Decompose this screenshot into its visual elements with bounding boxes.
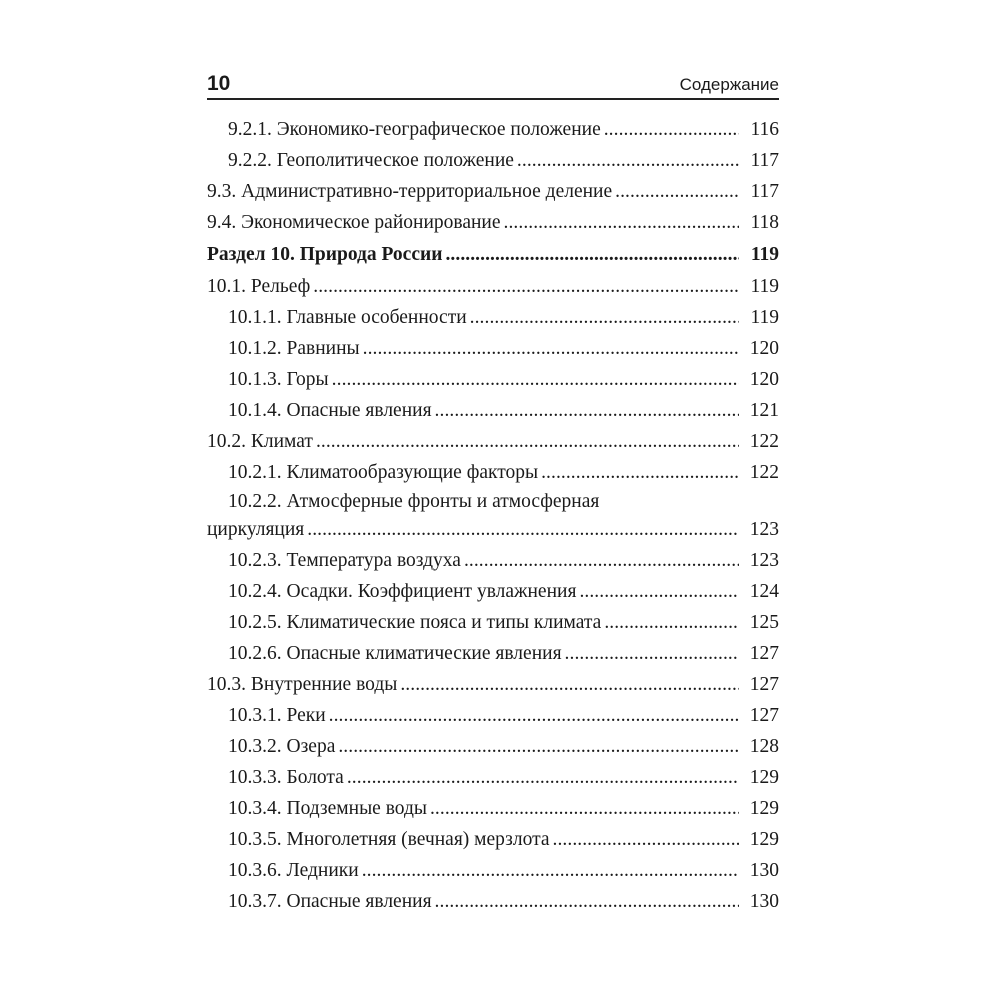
dot-leader bbox=[400, 670, 739, 700]
running-head: Содержание bbox=[679, 75, 779, 94]
toc-entry-page: 129 bbox=[749, 829, 779, 850]
dot-leader bbox=[332, 365, 739, 395]
toc-entry-title: 9.3. Административно-территориальное деление bbox=[207, 181, 613, 202]
toc-entry-title: 10.1.1. Главные особенности bbox=[228, 307, 467, 328]
toc-entry-title: 10.3.2. Озера bbox=[228, 736, 336, 757]
toc-entry-page: 125 bbox=[749, 612, 779, 633]
toc-entry-page: 119 bbox=[750, 244, 779, 265]
toc-entry-title: 10.3.6. Ледники bbox=[228, 860, 359, 881]
dot-leader bbox=[329, 701, 739, 731]
dot-leader bbox=[435, 396, 739, 426]
dot-leader bbox=[362, 856, 739, 886]
dot-leader bbox=[565, 639, 739, 669]
toc-entry bbox=[207, 272, 779, 303]
toc-entry-title: 10.3.3. Болота bbox=[228, 767, 344, 788]
toc-entry bbox=[207, 115, 779, 146]
dot-leader bbox=[464, 546, 739, 576]
toc-entry bbox=[207, 794, 779, 825]
toc-entry-title: Раздел 10. Природа России bbox=[207, 244, 443, 265]
toc-entry-page: 123 bbox=[749, 550, 779, 571]
toc-entry bbox=[207, 825, 779, 856]
toc-entry-title: 10.3.4. Подземные воды bbox=[228, 798, 427, 819]
dot-leader bbox=[604, 115, 739, 145]
toc-entry bbox=[207, 639, 779, 670]
toc-entry-page: 129 bbox=[749, 767, 779, 788]
toc-entry bbox=[207, 670, 779, 701]
toc-entry bbox=[207, 396, 779, 427]
dot-leader bbox=[347, 763, 739, 793]
toc-entry-page: 117 bbox=[750, 150, 779, 171]
toc-entry-page: 130 bbox=[749, 891, 779, 912]
toc-entry-title: 10.1. Рельеф bbox=[207, 276, 311, 297]
toc-entry-title: 10.2.6. Опасные климатические явления bbox=[228, 643, 562, 664]
toc-entry-title: 10.3. Внутренние воды bbox=[207, 674, 398, 695]
toc-entry bbox=[207, 334, 779, 365]
toc-entry-title: 10.1.4. Опасные явления bbox=[228, 400, 432, 421]
toc-entry-title: 9.4. Экономическое районирование bbox=[207, 212, 501, 233]
toc-entry-page: 129 bbox=[749, 798, 779, 819]
toc-entry bbox=[207, 177, 779, 208]
toc-entry-title: 10.3.7. Опасные явления bbox=[228, 891, 432, 912]
dot-leader bbox=[517, 146, 739, 176]
toc-entry-title: 9.2.2. Геополитическое положение bbox=[228, 150, 514, 171]
toc-entry-title-line2: циркуляция bbox=[207, 519, 305, 540]
toc-entry-page: 117 bbox=[750, 181, 779, 202]
dot-leader bbox=[430, 794, 739, 824]
toc-entry bbox=[207, 458, 779, 489]
book-page bbox=[207, 70, 779, 918]
toc-entry-page: 119 bbox=[750, 307, 779, 328]
toc-entry bbox=[207, 763, 779, 794]
toc-entry-title: 10.2.4. Осадки. Коэффициент увлажнения bbox=[228, 581, 577, 602]
toc-entry-page: 127 bbox=[749, 705, 779, 726]
toc-entry-page: 122 bbox=[749, 431, 779, 452]
toc-entry-page: 116 bbox=[750, 119, 779, 140]
toc-section-heading bbox=[207, 239, 779, 272]
dot-leader bbox=[338, 732, 739, 762]
toc-entry-page: 118 bbox=[750, 212, 779, 233]
toc-entry-page: 122 bbox=[749, 462, 779, 483]
toc-entry bbox=[207, 732, 779, 763]
toc-entry bbox=[207, 303, 779, 334]
toc-entry-page: 123 bbox=[749, 519, 779, 540]
dot-leader bbox=[615, 177, 739, 207]
toc-entry-title: 10.3.1. Реки bbox=[228, 705, 326, 726]
toc-entry-title: 10.1.2. Равнины bbox=[228, 338, 360, 359]
toc-entry-title: 10.3.5. Многолетняя (вечная) мерзлота bbox=[228, 829, 550, 850]
toc-entry bbox=[207, 577, 779, 608]
dot-leader bbox=[470, 303, 739, 333]
page-number: 10 bbox=[207, 72, 231, 95]
toc-entry-title: 10.2.3. Температура воздуха bbox=[228, 550, 461, 571]
toc-entry-title: 10.1.3. Горы bbox=[228, 369, 329, 390]
toc-entry-page: 128 bbox=[749, 736, 779, 757]
page-header bbox=[207, 70, 779, 100]
toc-entry-page: 119 bbox=[750, 276, 779, 297]
dot-leader bbox=[541, 458, 739, 488]
toc-entry-page: 121 bbox=[749, 400, 779, 421]
toc-entry-title: 10.2.1. Климатообразующие факторы bbox=[228, 462, 539, 483]
toc-entry bbox=[207, 608, 779, 639]
toc-entry-page: 124 bbox=[749, 581, 779, 602]
toc-entry bbox=[207, 856, 779, 887]
dot-leader bbox=[313, 272, 739, 302]
dot-leader bbox=[579, 577, 739, 607]
toc-entry-title: 9.2.1. Экономико-географическое положение bbox=[228, 119, 601, 140]
dot-leader bbox=[445, 239, 739, 271]
toc-entry bbox=[207, 146, 779, 177]
dot-leader bbox=[604, 608, 739, 638]
toc-entry-multiline bbox=[207, 489, 779, 546]
dot-leader bbox=[316, 427, 739, 457]
toc-entry-continuation bbox=[207, 515, 779, 546]
toc-entry bbox=[207, 701, 779, 732]
dot-leader bbox=[504, 208, 739, 238]
dot-leader bbox=[307, 515, 739, 545]
toc-entry bbox=[207, 208, 779, 239]
toc-entry-page: 120 bbox=[749, 338, 779, 359]
toc-entry bbox=[207, 427, 779, 458]
toc-entry-page: 127 bbox=[749, 674, 779, 695]
toc-entry bbox=[207, 887, 779, 918]
toc-entry-title: 10.2. Климат bbox=[207, 431, 313, 452]
dot-leader bbox=[435, 887, 739, 917]
toc-entry-title-line1: 10.2.2. Атмосферные фронты и атмосферная bbox=[228, 491, 600, 512]
dot-leader bbox=[553, 825, 739, 855]
toc-entry bbox=[207, 365, 779, 396]
table-of-contents bbox=[207, 115, 779, 918]
toc-entry-page: 130 bbox=[749, 860, 779, 881]
dot-leader bbox=[363, 334, 739, 364]
toc-entry bbox=[207, 546, 779, 577]
toc-entry-title: 10.2.5. Климатические пояса и типы климата bbox=[228, 612, 602, 633]
toc-entry-page: 120 bbox=[749, 369, 779, 390]
toc-entry-page: 127 bbox=[749, 643, 779, 664]
